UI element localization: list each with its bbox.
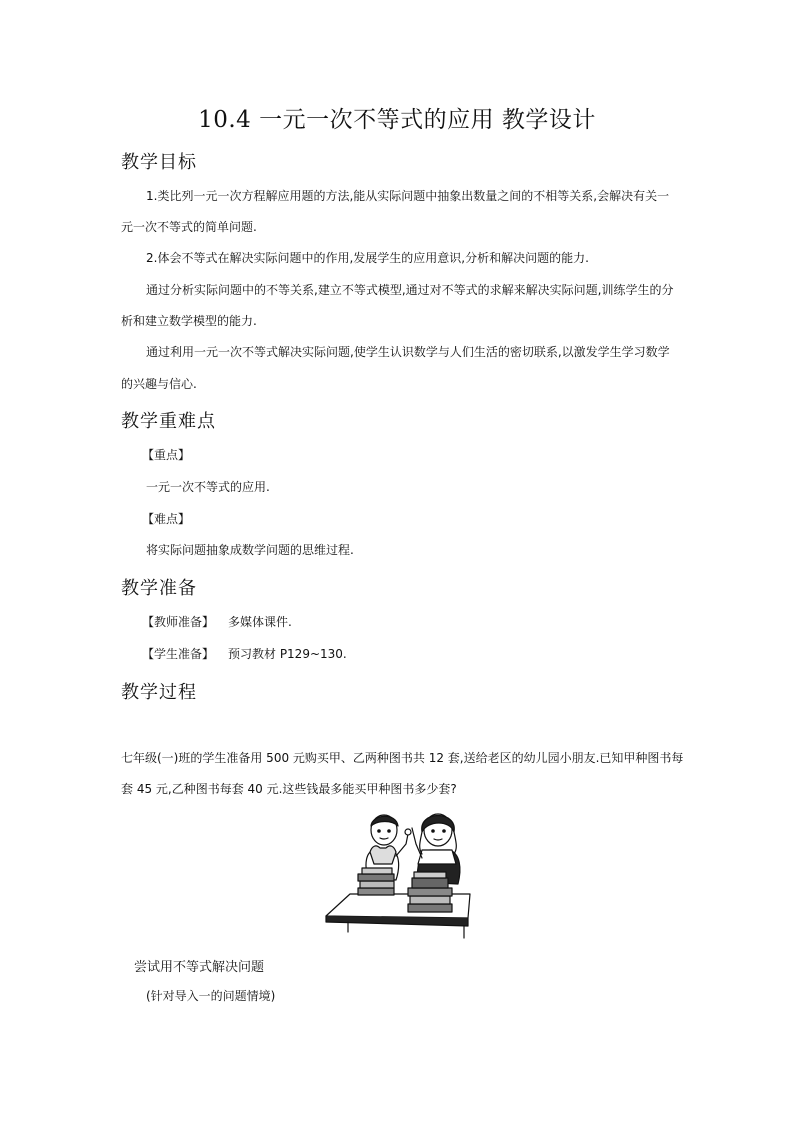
goal-4-line-1: 通过利用一元一次不等式解决实际问题,使学生认识数学与人们生活的密切联系,以激发学生学习数学 [146,345,670,359]
goal-4-line-2: 的兴趣与信心. [121,377,197,391]
teacher-prep-label: 【教师准备】 [142,615,215,629]
goals-heading: 教学目标 [121,152,197,173]
focus-label: 【重点】 [142,448,191,462]
goal-1-line-2: 元一次不等式的简单问题. [121,220,257,234]
focus-text: 一元一次不等式的应用. [146,480,270,494]
difficulty-label: 【难点】 [142,512,191,526]
page-title: 10.4 一元一次不等式的应用 教学设计 [198,107,596,133]
students-with-books-illustration [318,808,478,940]
goal-2: 2.体会不等式在解决实际问题中的作用,发展学生的应用意识,分析和解决问题的能力. [146,251,589,265]
process-heading: 教学过程 [121,682,197,703]
prep-heading: 教学准备 [121,578,197,599]
teacher-prep-text: 多媒体课件. [228,615,292,629]
goal-3-line-2: 析和建立数学模型的能力. [121,314,257,328]
difficulty-text: 将实际问题抽象成数学问题的思维过程. [146,543,354,557]
goal-3-line-1: 通过分析实际问题中的不等关系,建立不等式模型,通过对不等式的求解来解决实际问题,训练学生的分 [146,283,674,297]
problem-line-2: 套 45 元,乙种图书每套 40 元.这些钱最多能买甲种图书多少套? [121,782,457,796]
problem-line-1: 七年级(一)班的学生准备用 500 元购买甲、乙两种图书共 12 套,送给老区的幼儿园小朋友.已知甲种图书每 [121,751,684,765]
goal-1-line-1: 1.类比列一元一次方程解应用题的方法,能从实际问题中抽象出数量之间的不相等关系,会解决有关一 [146,189,670,203]
student-prep-text: 预习教材 P129~130. [228,647,347,661]
student-prep-label: 【学生准备】 [142,647,215,661]
key-points-heading: 教学重难点 [121,411,216,432]
context-note: (针对导入一的问题情境) [146,989,276,1003]
try-with-inequality-label: 尝试用不等式解决问题 [134,960,265,975]
